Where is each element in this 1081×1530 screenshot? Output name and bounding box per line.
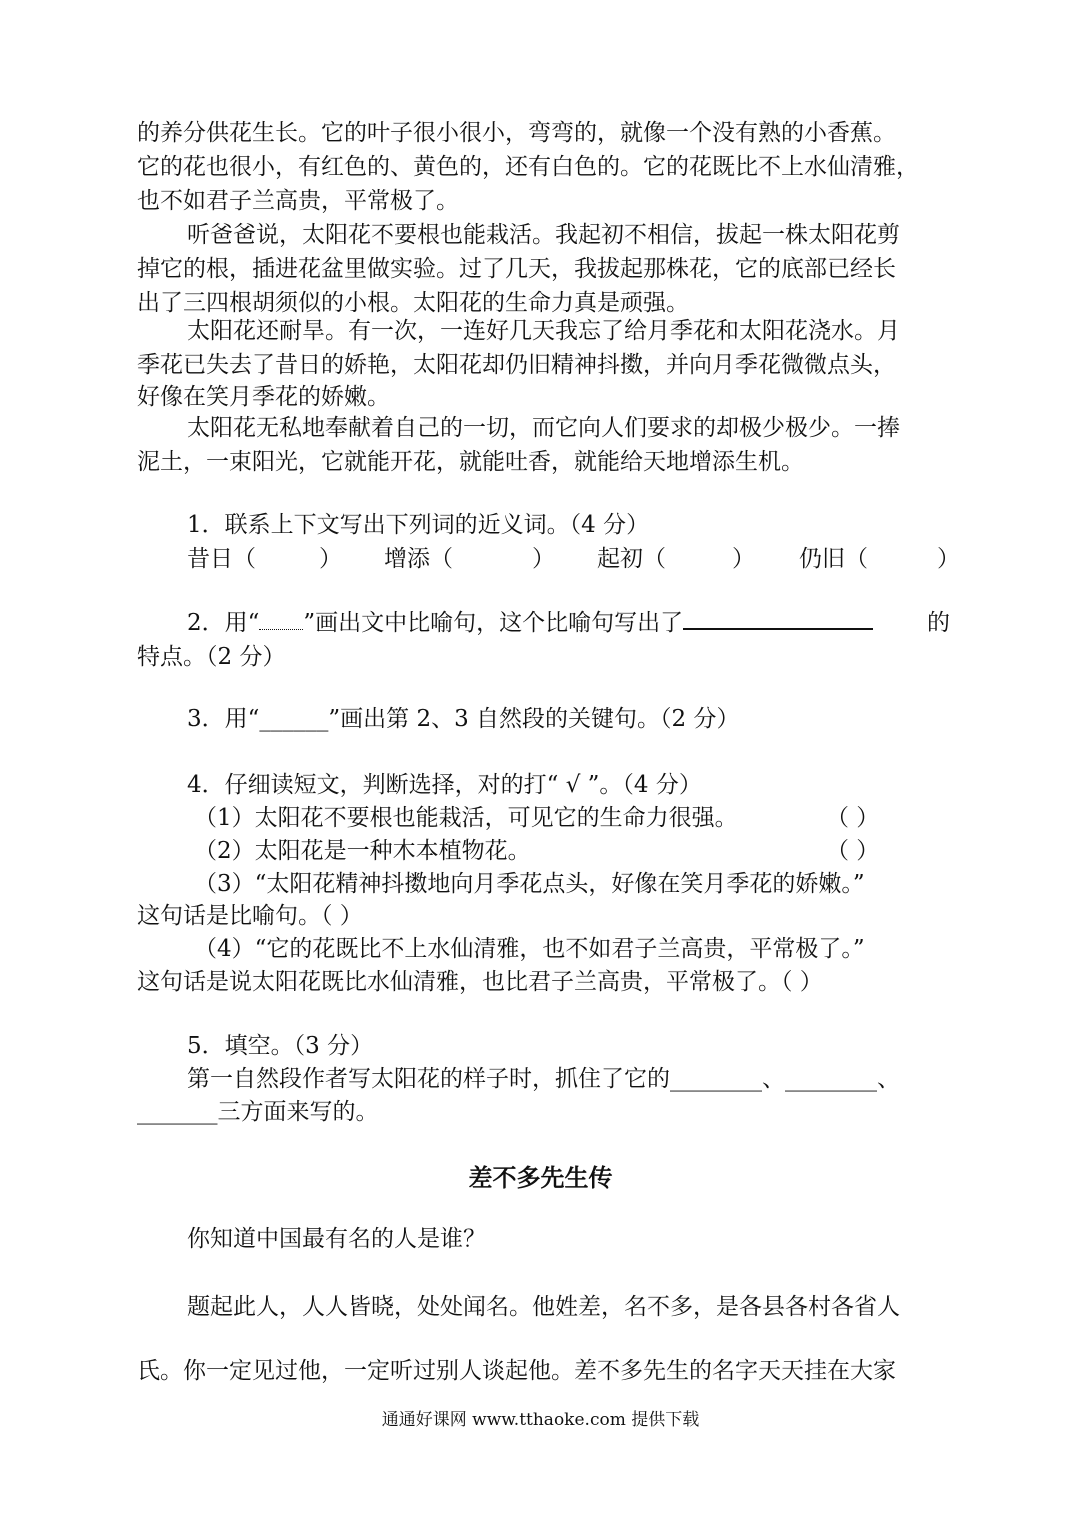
passage-line: 太阳花无私地奉献着自己的一切，而它向人们要求的却极少极少。一捧 bbox=[187, 415, 900, 441]
question-4-item-3: （3）“太阳花精神抖擞地向月季花点头，好像在笑月季花的娇嫩。” bbox=[194, 871, 865, 897]
passage-line: 好像在笑月季花的娇嫩。 bbox=[137, 384, 390, 410]
paren-close: ） bbox=[532, 546, 555, 572]
passage-line: 泥土，一束阳光，它就能开花，就能吐香，就能给天地增添生机。 bbox=[137, 449, 804, 475]
answer-paren[interactable]: （ ） bbox=[826, 838, 880, 864]
paren-close: ） bbox=[319, 546, 342, 572]
footer-text: 通通好课网 www.tthaoke.com 提供下载 bbox=[381, 1410, 700, 1430]
paren-close: ） bbox=[937, 546, 960, 572]
question-3: 3．用“______”画出第 2、3 自然段的关键句。（2 分） bbox=[187, 706, 740, 732]
passage-line: 你知道中国最有名的人是谁？ bbox=[187, 1226, 486, 1252]
passage-line: 太阳花还耐旱。有一次，一连好几天我忘了给月季花和太阳花浇水。月 bbox=[187, 318, 900, 344]
passage-line: 题起此人，人人皆晓，处处闻名。他姓差，名不多，是各县各村各省人 bbox=[187, 1294, 900, 1320]
question-1: 1．联系上下文写出下列词的近义词。（4 分） bbox=[187, 512, 650, 538]
question-4: 4．仔细读短文，判断选择，对的打“ √ ”。（4 分） bbox=[187, 772, 702, 798]
answer-paren[interactable]: （ ） bbox=[826, 805, 880, 831]
question-4-item-4: （4）“它的花既比不上水仙清雅，也不如君子兰高贵，平常极了。” bbox=[194, 936, 865, 962]
question-5-line-2: _______三方面来写的。 bbox=[137, 1099, 379, 1125]
passage-line: 的养分供花生长。它的叶子很小很小，弯弯的，就像一个没有熟的小香蕉。 bbox=[137, 120, 896, 146]
wavy-line-mark bbox=[259, 611, 303, 630]
passage-line: 听爸爸说，太阳花不要根也能栽活。我起初不相信，拔起一株太阳花剪 bbox=[187, 222, 900, 248]
question-4-item-1: （1）太阳花不要根也能栽活，可见它的生命力很强。 （ ） bbox=[194, 801, 914, 835]
question-5: 5．填空。（3 分） bbox=[187, 1033, 374, 1059]
word-xiri: 昔日（ bbox=[187, 546, 256, 572]
passage-line: 它的花也很小，有红色的、黄色的，还有白色的。它的花既比不上水仙清雅， bbox=[137, 154, 919, 180]
word-rengjiu: 仍旧（ bbox=[799, 546, 868, 572]
passage-title: 差不多先生传 bbox=[468, 1163, 613, 1192]
question-4-item-3-cont: 这句话是比喻句。（ ） bbox=[137, 903, 363, 929]
word-zengtian: 增添（ bbox=[384, 546, 453, 572]
passage-line: 出了三四根胡须似的小根。太阳花的生命力真是顽强。 bbox=[137, 290, 689, 316]
question-2-cont: 特点。（2 分） bbox=[137, 644, 286, 670]
question-2: 2．用“ ”画出文中比喻句，这个比喻句写出了 的 bbox=[187, 606, 952, 640]
word-qichu: 起初（ bbox=[597, 546, 666, 572]
paren-close: ） bbox=[732, 546, 755, 572]
question-5-line-1: 第一自然段作者写太阳花的样子时，抓住了它的________、________、 bbox=[187, 1066, 900, 1092]
passage-line: 季花已失去了昔日的娇艳，太阳花却仍旧精神抖擞，并向月季花微微点头， bbox=[137, 352, 896, 378]
passage-line: 掉它的根，插进花盆里做实验。过了几天，我拔起那株花，它的底部已经长 bbox=[137, 256, 896, 282]
passage-line: 也不如君子兰高贵，平常极了。 bbox=[137, 188, 459, 214]
question-4-item-2: （2）太阳花是一种木本植物花。 （ ） bbox=[194, 834, 914, 868]
question-4-item-4-cont: 这句话是说太阳花既比水仙清雅，也比君子兰高贵，平常极了。（ ） bbox=[137, 969, 823, 995]
passage-line: 氏。你一定见过他，一定听过别人谈起他。差不多先生的名字天天挂在大家 bbox=[137, 1358, 896, 1384]
answer-blank[interactable] bbox=[683, 606, 873, 630]
